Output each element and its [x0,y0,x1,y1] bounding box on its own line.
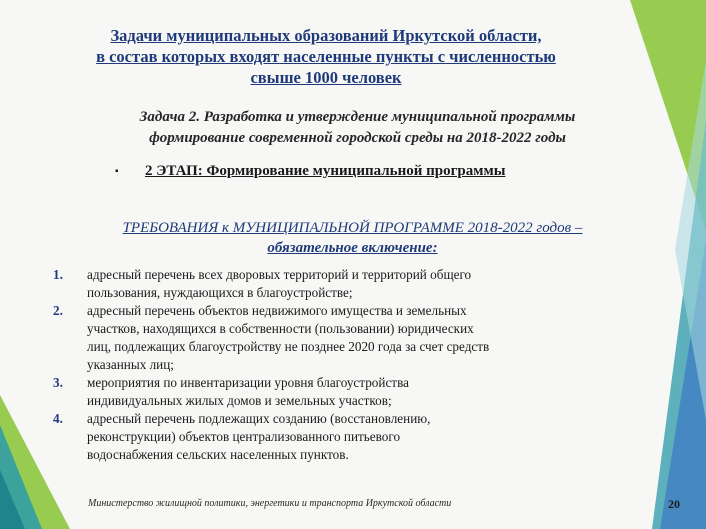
list-item [53,302,613,374]
list-line: индивидуальных жилых домов и земельных участков; [87,393,392,408]
list-line: реконструкции) объектов централизованного питьевого [87,429,401,444]
requirements-line: ТРЕБОВАНИЯ к МУНИЦИПАЛЬНОЙ ПРОГРАММЕ 2018-2022 годов – [122,220,583,236]
title-line: Задачи муниципальных образований Иркутской области, [110,26,542,45]
list-item-text [87,410,613,464]
square-bullet-icon: ▪ [115,165,119,177]
title-line: свыше 1000 человек [250,68,402,87]
task-line: формирование современной городской среды на 2018-2022 годы [149,130,566,146]
footer-ministry: Министерство жилищной политики, энергетики и транспорта Иркутской области [88,498,452,509]
list-item [53,266,613,302]
slide-title [30,25,622,88]
list-line: лиц, подлежащих благоустройству не позднее 2020 года за счет средств [87,339,490,354]
list-line: указанных лиц; [87,357,174,372]
list-item [53,374,613,410]
list-number: 2. [53,303,63,318]
requirements-heading [55,218,650,258]
list-item-text [87,374,613,410]
page-number: 20 [668,497,680,511]
requirements-list [53,266,613,464]
task-line: Задача 2. Разработка и утверждение муниципальной программы [139,109,576,125]
list-line: адресный перечень объектов недвижимого имущества и земельных [87,303,467,318]
list-line: участков, находящихся в собственности (пользовании) юридических [87,321,474,336]
list-line: адресный перечень всех дворовых территорий и территорий общего [87,267,472,282]
list-line: водоснабжения сельских населенных пунктов. [87,447,349,462]
list-item-text [87,266,613,302]
stage-bullet-item [115,160,595,183]
requirements-line: обязательное включение: [267,240,438,256]
list-line: мероприятия по инвентаризации уровня благоустройства [87,375,409,390]
list-line: пользования, нуждающихся в благоустройстве; [87,285,353,300]
list-number: 1. [53,267,63,282]
list-line: адресный перечень подлежащих созданию (восстановлению, [87,411,431,426]
list-item [53,410,613,464]
list-item-text [87,302,613,374]
list-number: 4. [53,411,63,426]
task-heading [70,107,645,149]
list-number: 3. [53,375,63,390]
stage-text: 2 ЭТАП: Формирование муниципальной программы [145,163,506,179]
title-line: в состав которых входят населенные пункты с численностью [96,47,556,66]
